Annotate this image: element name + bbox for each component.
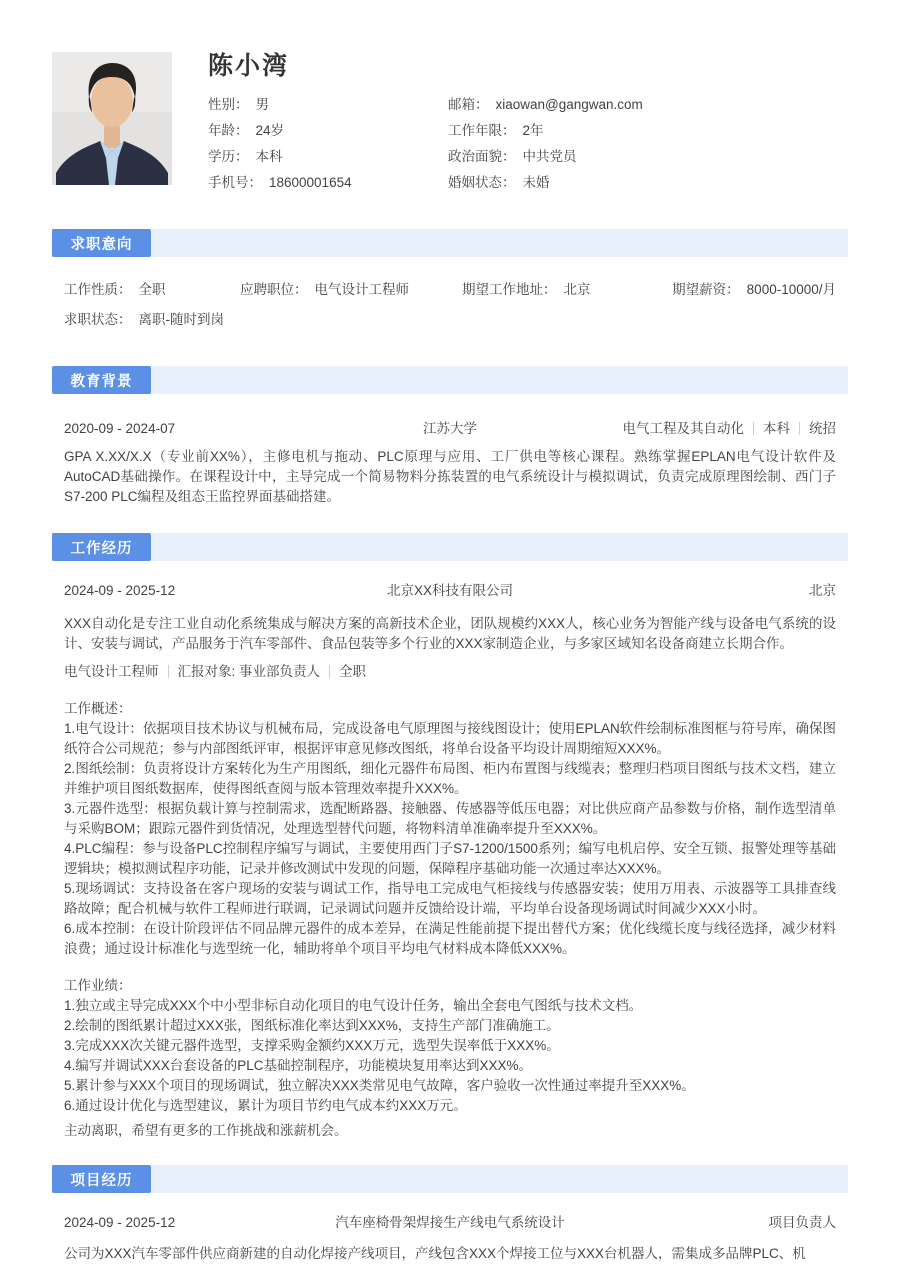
info-field-education: 学历： 本科 <box>208 149 283 164</box>
work-position-row <box>64 662 836 682</box>
divider <box>329 665 330 678</box>
project-role: 项目负责人 <box>768 1215 836 1230</box>
divider <box>753 422 754 435</box>
work-achievement-item: 1.独立或主导完成XXX个中小型非标自动化项目的电气设计任务，输出全套电气图纸与技术文档。 <box>64 998 643 1013</box>
field-job-status: 求职状态： 离职-随时到岗 <box>64 312 224 327</box>
info-field-phone: 手机号： 18600001654 <box>208 175 352 190</box>
info-field-age: 年龄： 24岁 <box>208 123 285 138</box>
education-period: 2020-09 - 2024-07 <box>64 421 176 436</box>
work-achievement-item: 5.累计参与XXX个项目的现场调试，独立解决XXX类常见电气故障，客户验收一次性通过率提升至XXX%。 <box>64 1078 695 1093</box>
company-introduction: XXX自动化是专注工业自动化系统集成与解决方案的高新技术企业，团队规模约XXX人，核心业务为智能产线与设备电气系统的设计、安装与调试，产品服务于汽车零部件、食品包装等多个行业的XXX家制造企业，与多家区域知名设备商建立长期合作。 <box>64 616 836 651</box>
section-bar-project-experience <box>52 1165 848 1193</box>
leave-reason: 主动离职，希望有更多的工作挑战和涨薪机会。 <box>64 1123 348 1138</box>
section-bar-education <box>52 366 848 394</box>
person-portrait-icon <box>52 52 172 185</box>
education-major: 电气工程及其自动化 <box>622 421 744 436</box>
divider <box>168 665 169 678</box>
work-achievement-item: 6.通过设计优化与选型建议，累计为项目节约电气成本约XXX万元。 <box>64 1098 467 1113</box>
education-summary-row <box>64 419 836 439</box>
field-job-nature: 工作性质： 全职 <box>64 282 166 297</box>
info-field-political-status: 政治面貌： 中共党员 <box>448 149 577 164</box>
info-field-email: 邮箱： xiaowan@gangwan.com <box>448 97 643 112</box>
project-experience-section <box>52 1213 848 1264</box>
education-school: 江苏大学 <box>423 421 477 436</box>
education-enrollment-type: 统招 <box>809 421 836 436</box>
work-overview-block <box>64 699 836 959</box>
info-field-marital-status: 婚姻状态： 未婚 <box>448 175 550 190</box>
candidate-info <box>208 52 848 196</box>
education-description: GPA X.XX/X.X（专业前XX%），主修电机与拖动、PLC原理与应用、工厂供电等核心课程。熟练掌握EPLAN电气设计软件及AutoCAD基础操作。在课程设计中，主导完成一个简易物料分拣装置的电气系统设计与模拟调试，负责完成原理图绘制、西门子S7-200 PLC编程及组态王监控界面基础搭建。 <box>64 449 836 504</box>
section-title-education: 教育背景 <box>52 366 151 394</box>
work-overview-item: 3.元器件选型：根据负载计算与控制需求，选配断路器、接触器、传感器等低压电器；对比供应商产品参数与价格，制作选型清单与采购BOM；跟踪元器件到货情况，处理选型替代问题，将物料清单准确率提升至XXX%。 <box>64 801 836 836</box>
work-period: 2024-09 - 2025-12 <box>64 583 176 598</box>
work-company: 北京XX科技有限公司 <box>386 583 513 598</box>
work-location: 北京 <box>809 583 836 598</box>
section-title-work-experience: 工作经历 <box>52 533 151 561</box>
work-overview-title: 工作概述： <box>64 701 132 716</box>
divider <box>799 422 800 435</box>
work-job-type: 全职 <box>339 664 367 679</box>
work-achievements-block <box>64 976 836 1116</box>
job-intention-section <box>52 280 848 330</box>
resume-header <box>52 52 848 196</box>
work-achievement-item: 2.绘制的图纸累计超过XXX张，图纸标准化率达到XXX%，支持生产部门准确施工。 <box>64 1018 560 1033</box>
work-experience-section <box>52 581 848 1141</box>
section-bar-job-intention <box>52 229 848 257</box>
project-period: 2024-09 - 2025-12 <box>64 1215 176 1230</box>
field-target-position: 应聘职位： 电气设计工程师 <box>240 282 409 297</box>
section-bar-work-experience <box>52 533 848 561</box>
info-column-right <box>448 92 848 196</box>
education-degree-group <box>477 419 836 439</box>
candidate-name: 陈小湾 <box>208 52 290 80</box>
project-name: 汽车座椅骨架焊接生产线电气系统设计 <box>335 1215 565 1230</box>
job-intention-row <box>64 280 836 300</box>
education-degree: 本科 <box>763 421 790 436</box>
section-title-job-intention: 求职意向 <box>52 229 151 257</box>
work-summary-row <box>64 581 836 601</box>
work-overview-item: 4.PLC编程：参与设备PLC控制程序编写与调试，主要使用西门子S7-1200/1500系列；编写电机启停、安全互锁、报警处理等基础逻辑块；模拟测试程序功能，记录并修改测试中发现的问题，保障程序基础功能一次通过率达XXX%。 <box>64 841 836 876</box>
work-overview-item: 5.现场调试：支持设备在客户现场的安装与调试工作，指导电工完成电气柜接线与传感器安装；使用万用表、示波器等工具排查线路故障；配合机械与软件工程师进行联调，记录调试问题并反馈给设计端，平均单台设备现场调试时间减少XXX小时。 <box>64 881 836 916</box>
work-achievements-title: 工作业绩： <box>64 978 132 993</box>
project-summary-row <box>64 1213 836 1233</box>
work-report-to: 汇报对象: 事业部负责人 <box>177 664 321 679</box>
education-section <box>52 419 848 507</box>
work-overview-item: 2.图纸绘制：负责将设计方案转化为生产用图纸，细化元器件布局图、柜内布置图与线缆表；整理归档项目图纸与技术文档，建立并维护项目图纸数据库，使得图纸查阅与版本管理效率提升XXX%。 <box>64 761 836 796</box>
project-description: 公司为XXX汽车零部件供应商新建的自动化焊接产线项目，产线包含XXX个焊接工位与XXX台机器人，需集成多品牌PLC、机 <box>64 1246 806 1261</box>
info-column-left <box>208 92 448 196</box>
work-overview-item: 6.成本控制：在设计阶段评估不同品牌元器件的成本差异，在满足性能前提下提出替代方案；优化线缆长度与线径选择，减少材料浪费；通过设计标准化与选型统一化，辅助将单个项目平均电气材料成本降低XXX%。 <box>64 921 836 956</box>
section-title-project-experience: 项目经历 <box>52 1165 151 1193</box>
info-field-work-years: 工作年限： 2年 <box>448 123 544 138</box>
profile-photo <box>52 52 172 185</box>
field-expected-salary: 期望薪资： 8000-10000/月 <box>672 282 836 297</box>
work-overview-item: 1.电气设计：依据项目技术协议与机械布局，完成设备电气原理图与接线图设计；使用EPLAN软件绘制标准图框与符号库，确保图纸符合公司规范；参与内部图纸评审，根据评审意见修改图纸，将单台设备平均设计周期缩短XXX%。 <box>64 721 836 756</box>
work-achievement-item: 4.编写并调试XXX台套设备的PLC基础控制程序，功能模块复用率达到XXX%。 <box>64 1058 533 1073</box>
info-field-gender: 性别： 男 <box>208 97 269 112</box>
work-achievement-item: 3.完成XXX次关键元器件选型，支撑采购金额约XXX万元，选型失误率低于XXX%。 <box>64 1038 560 1053</box>
field-target-location: 期望工作地址： 北京 <box>462 282 591 297</box>
work-position: 电气设计工程师 <box>64 664 159 679</box>
